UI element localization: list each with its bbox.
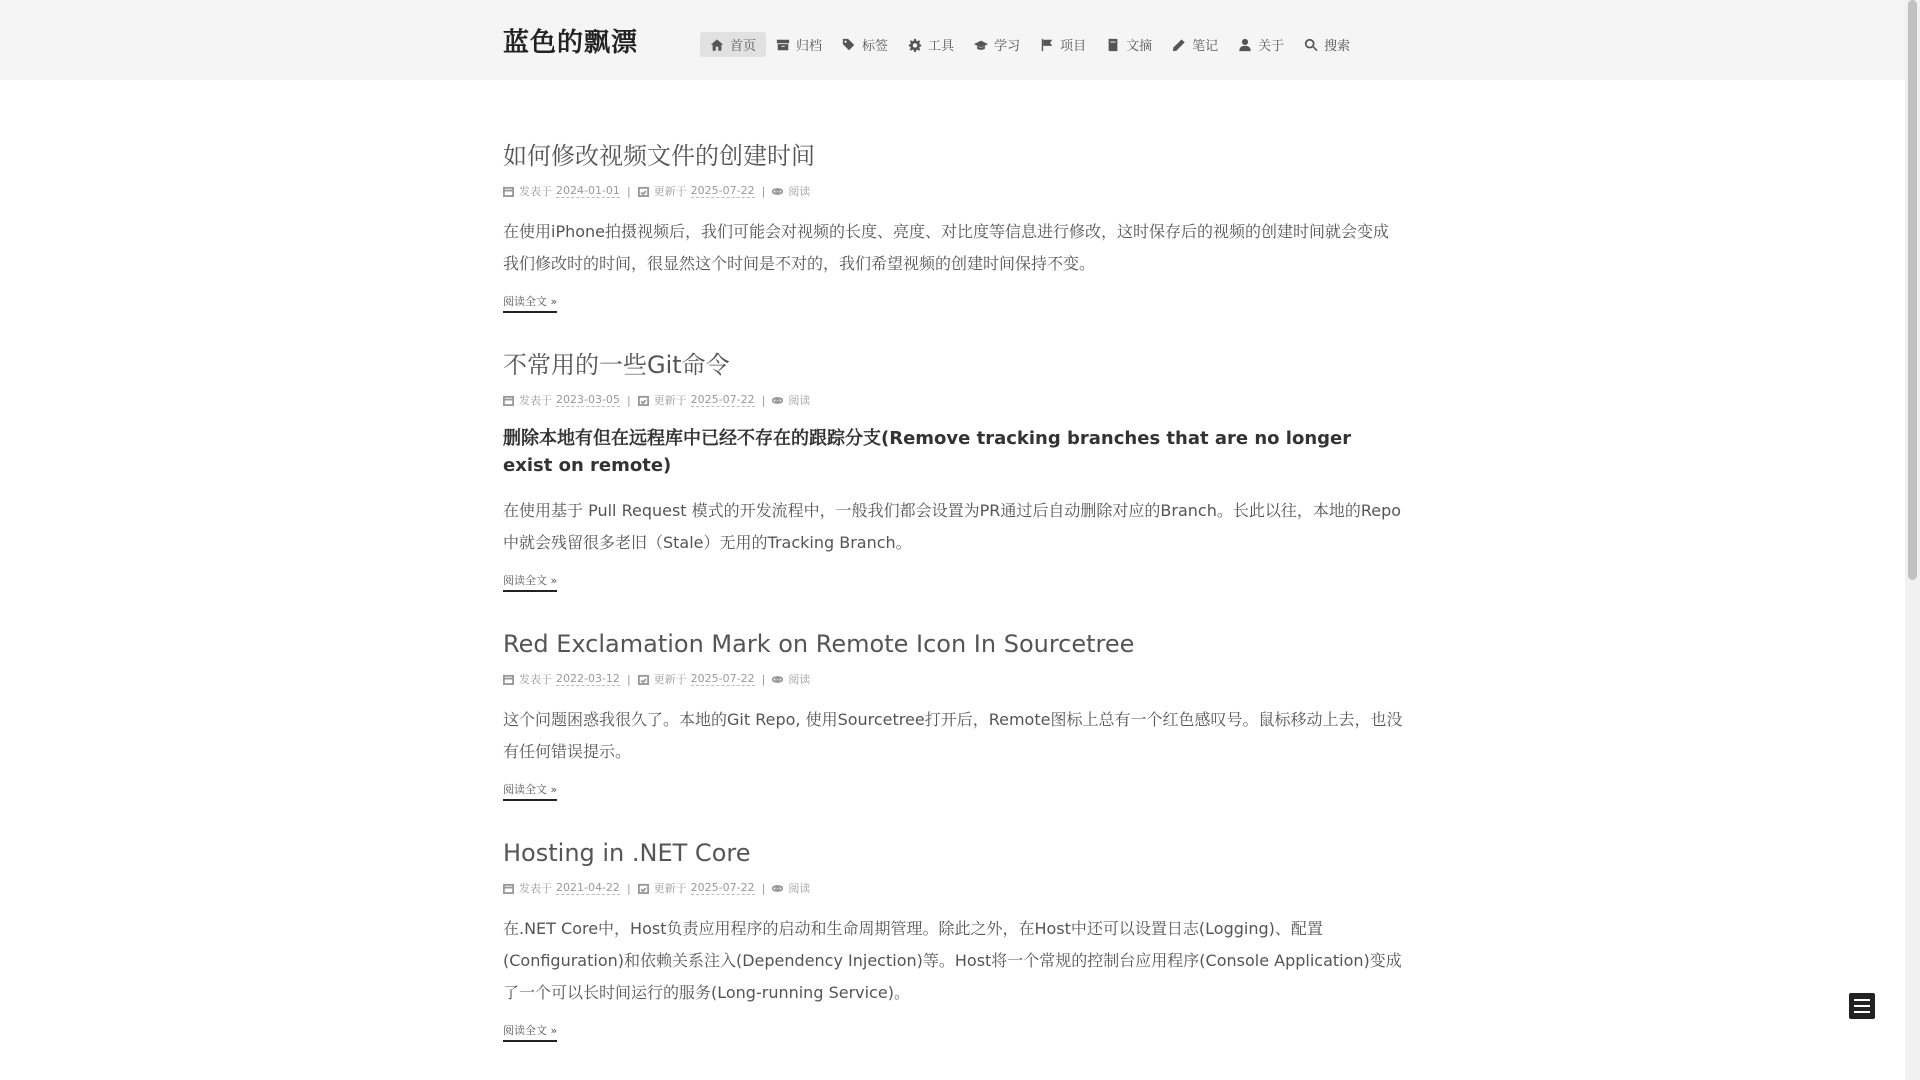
home-icon bbox=[710, 38, 724, 52]
meta-separator: | bbox=[761, 184, 766, 198]
views-label: 阅读 bbox=[788, 882, 811, 895]
nav-item-about[interactable] bbox=[1228, 32, 1294, 57]
tags-icon bbox=[842, 38, 856, 52]
nav-label: 归档 bbox=[796, 39, 823, 54]
pencil-icon bbox=[1172, 38, 1186, 52]
flag-icon bbox=[1040, 38, 1054, 52]
published-label: 发表于 bbox=[519, 882, 552, 895]
site-title[interactable]: 蓝色的飘漂 bbox=[503, 28, 639, 58]
updated-label: 更新于 bbox=[653, 394, 687, 407]
nav-label: 笔记 bbox=[1192, 39, 1219, 54]
nav-item-tools[interactable] bbox=[898, 32, 964, 57]
published-date: 2021-04-22 bbox=[556, 881, 620, 894]
eye-icon bbox=[772, 883, 783, 894]
post-item bbox=[503, 835, 1403, 1042]
calendar-icon bbox=[503, 186, 514, 197]
views-label: 阅读 bbox=[788, 673, 811, 686]
read-more-link[interactable]: 阅读全文 » bbox=[503, 293, 557, 313]
post-subheading: 删除本地有但在远程库中已经不存在的跟踪分支(Remove tracking branches that are no longer exist on remote) bbox=[503, 428, 1352, 476]
read-more-link[interactable]: 阅读全文 » bbox=[503, 781, 557, 801]
nav-label: 首页 bbox=[730, 39, 757, 54]
updated-label: 更新于 bbox=[653, 185, 687, 198]
updated-date: 2025-07-22 bbox=[690, 393, 755, 406]
post-title[interactable]: Red Exclamation Mark on Remote Icon In Sourcetree bbox=[503, 630, 1135, 658]
post-excerpt: 在使用基于 Pull Request 模式的开发流程中，一般我们都会设置为PR通过后自动删除对应的Branch。长此以往，本地的Repo中就会残留很多老旧（Stale）无用的Tracking Branch。 bbox=[503, 501, 1402, 552]
nav-label: 标签 bbox=[862, 39, 889, 54]
scrollbar-thumb[interactable] bbox=[1908, 0, 1917, 580]
nav-label: 项目 bbox=[1060, 39, 1087, 54]
nav-item-notes[interactable] bbox=[1162, 32, 1228, 57]
post-meta bbox=[503, 670, 1403, 688]
nav-item-tags[interactable] bbox=[832, 32, 898, 57]
nav-label: 搜索 bbox=[1324, 39, 1351, 54]
menu-icon-bar bbox=[1854, 1011, 1870, 1013]
post-list bbox=[503, 138, 1403, 1076]
eye-icon bbox=[772, 395, 783, 406]
updated-label: 更新于 bbox=[653, 882, 687, 895]
book-icon bbox=[1106, 38, 1120, 52]
nav-label: 文摘 bbox=[1126, 39, 1153, 54]
post-meta bbox=[503, 182, 1403, 200]
published-label: 发表于 bbox=[519, 673, 552, 686]
menu-icon-bar bbox=[1854, 999, 1870, 1001]
gear-icon bbox=[908, 38, 922, 52]
published-date: 2022-03-12 bbox=[556, 672, 620, 685]
meta-separator: | bbox=[626, 393, 631, 407]
main-nav bbox=[700, 32, 1360, 57]
search-icon bbox=[1304, 38, 1318, 52]
calendar-check-icon bbox=[638, 186, 649, 197]
meta-separator: | bbox=[761, 881, 766, 895]
updated-date: 2025-07-22 bbox=[690, 881, 755, 894]
archive-icon bbox=[776, 38, 790, 52]
nav-item-study[interactable] bbox=[964, 32, 1030, 57]
nav-item-digest[interactable] bbox=[1096, 32, 1162, 57]
post-item bbox=[503, 626, 1403, 801]
meta-separator: | bbox=[761, 393, 766, 407]
updated-label: 更新于 bbox=[653, 673, 687, 686]
post-title[interactable]: Hosting in .NET Core bbox=[503, 839, 751, 867]
page-scrollbar[interactable] bbox=[1905, 0, 1920, 1080]
published-label: 发表于 bbox=[519, 185, 552, 198]
nav-item-projects[interactable] bbox=[1030, 32, 1096, 57]
nav-item-home[interactable] bbox=[700, 32, 766, 57]
meta-separator: | bbox=[626, 184, 631, 198]
graduation-cap-icon bbox=[974, 38, 988, 52]
post-excerpt: 在使用iPhone拍摄视频后，我们可能会对视频的长度、亮度、对比度等信息进行修改，这时保存后的视频的创建时间就会变成我们修改时的时间，很显然这个时间是不对的，我们希望视频的创建时间保持不变。 bbox=[503, 222, 1390, 273]
meta-separator: | bbox=[626, 672, 631, 686]
calendar-icon bbox=[503, 395, 514, 406]
nav-label: 关于 bbox=[1258, 39, 1285, 54]
post-excerpt: 这个问题困惑我很久了。本地的Git Repo, 使用Sourcetree打开后，Remote图标上总有一个红色感叹号。鼠标移动上去，也没有任何错误提示。 bbox=[503, 710, 1403, 761]
post-item bbox=[503, 347, 1403, 592]
meta-separator: | bbox=[626, 881, 631, 895]
nav-label: 工具 bbox=[928, 39, 955, 54]
calendar-icon bbox=[503, 883, 514, 894]
calendar-check-icon bbox=[638, 395, 649, 406]
post-meta bbox=[503, 879, 1403, 897]
views-label: 阅读 bbox=[788, 185, 811, 198]
nav-item-archive[interactable] bbox=[766, 32, 832, 57]
read-more-link[interactable]: 阅读全文 » bbox=[503, 572, 557, 592]
eye-icon bbox=[772, 674, 783, 685]
post-excerpt: 在.NET Core中，Host负责应用程序的启动和生命周期管理。除此之外，在Host中还可以设置日志(Logging)、配置(Configuration)和依赖关系注入(Dependency Injection)等。Host将一个常规的控制台应用程序(Console Application)变成了一个可以长时间运行的服务(Long-running Service)。 bbox=[503, 919, 1402, 1002]
updated-date: 2025-07-22 bbox=[690, 672, 755, 685]
views-label: 阅读 bbox=[788, 394, 811, 407]
post-title[interactable]: 不常用的一些Git命令 bbox=[503, 351, 730, 379]
post-item bbox=[503, 138, 1403, 313]
nav-label: 学习 bbox=[994, 39, 1021, 54]
user-icon bbox=[1238, 38, 1252, 52]
read-more-link[interactable]: 阅读全文 » bbox=[503, 1022, 557, 1042]
site-header bbox=[0, 0, 1905, 80]
sidebar-toggle-button[interactable] bbox=[1849, 993, 1875, 1019]
menu-icon-bar bbox=[1854, 1005, 1870, 1007]
nav-item-search[interactable] bbox=[1294, 32, 1360, 57]
post-meta bbox=[503, 391, 1403, 409]
published-label: 发表于 bbox=[519, 394, 552, 407]
published-date: 2023-03-05 bbox=[556, 393, 620, 406]
eye-icon bbox=[772, 186, 783, 197]
updated-date: 2025-07-22 bbox=[690, 184, 755, 197]
post-title[interactable]: 如何修改视频文件的创建时间 bbox=[503, 142, 815, 170]
published-date: 2024-01-01 bbox=[556, 184, 620, 197]
meta-separator: | bbox=[761, 672, 766, 686]
calendar-check-icon bbox=[638, 883, 649, 894]
calendar-icon bbox=[503, 674, 514, 685]
calendar-check-icon bbox=[638, 674, 649, 685]
